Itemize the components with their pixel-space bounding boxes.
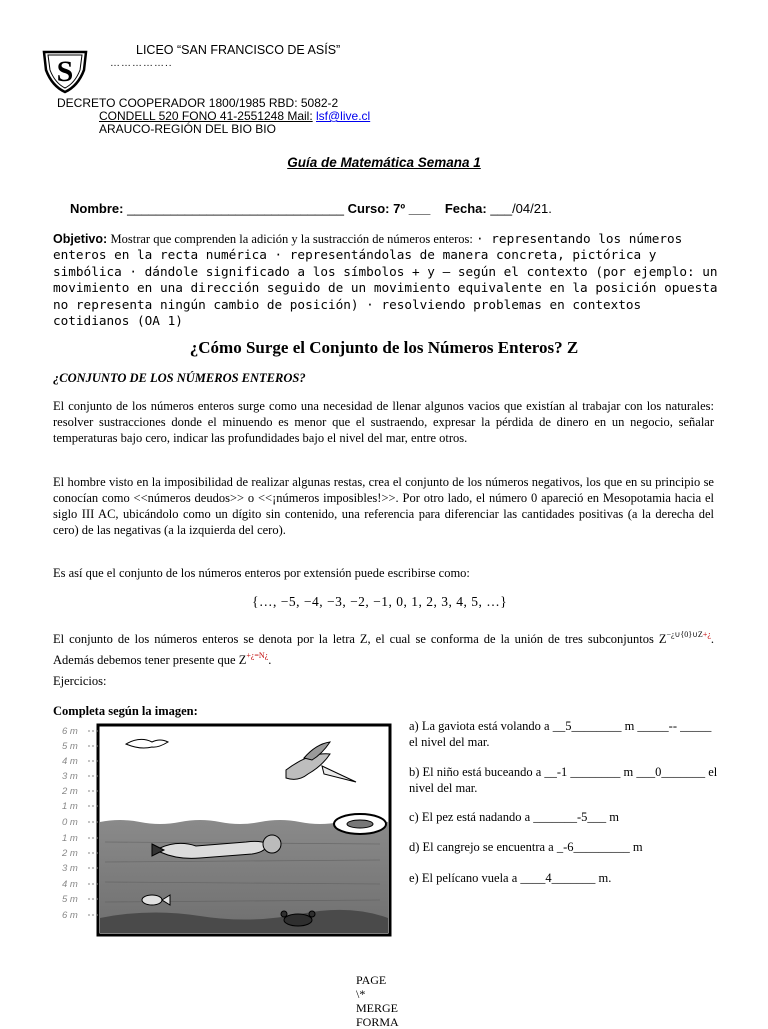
school-name: LICEO “SAN FRANCISCO DE ASÍS” [136,43,341,57]
paragraph-1: El conjunto de los números enteros surge como una necesidad de llenar algunos vacios que existían al trabajar con los naturales: resolver sustracciones donde el minuendo es menor que el sustraendo, expresar la pérdida de dinero en un negocio, señalar temperaturas bajo cero, indicar las profundidades bajo el nivel del mar, entre otros. [53,399,714,445]
svg-text:S: S [56,55,74,88]
exercises-label: Ejercicios: [53,674,107,688]
paragraph-3: Es así que el conjunto de los números enteros por extensión puede escribirse como: [53,566,470,580]
name-label: Nombre: [70,201,124,216]
scale-label: 1 m [62,801,78,812]
p4-end: . [268,652,272,667]
objective-label: Objetivo: [53,232,108,246]
paragraph-4 [53,627,714,669]
question-c: c) El pez está nadando a _______-5___ m [409,810,620,824]
footer-line: MERGE [356,1001,398,1015]
complete-label: Completa según la imagen: [53,704,198,718]
scale-label: 2 m [62,848,78,859]
guide-title: Guía de Matemática Semana 1 [287,155,481,170]
section-title: ¿Cómo Surge el Conjunto de los Números Enteros? Z [189,338,579,357]
objective-paragraph [53,231,719,329]
scale-label: 5 m [62,741,78,752]
address-text: CONDELL 520 FONO 41-2551248 Mail: [99,109,313,123]
p4-text-a: El conjunto de los números enteros se denota por la letra Z, el cual se conforma de la unión de tres subconjuntos Z [53,632,667,646]
footer-line: FORMA [356,1015,399,1029]
paragraph-2: El hombre visto en la imposibilidad de realizar algunas restas, crea el conjunto de los números negativos, los que en su principio se conocían como <<números deudos>> o <<¡números imposibles!>>. Por otro lado, el número 0 apareció en Mesopotamia hacia el siglo III AC, ubicándolo como un dígito sin contenido, una referencia para diferenciar las cantidades positivas (a la derecha del cero) de las negativas (a la izquierda del cero). [53,475,714,537]
page-footer-field [356,973,399,1029]
scale-label: 5 m [62,894,78,905]
footer-line: PAGE [356,973,387,987]
scale-label: 2 m [62,786,78,797]
objective-text-mono: · representando los números enteros en la recta numérica · representándolas de manera concreta, pictórica y simbólica · dándole significado a los símbolos + y – según el contexto (por ejemplo: un movimiento en una dirección seguido de un movimiento equivalente en la posición opuesta no representa ningún cambio de posición) · resolviendo problemas en contextos cotidianos (OA 1) [53,231,718,329]
p4-text-b: . Además debemos tener presente que Z [53,632,714,667]
life-buoy-icon [334,814,386,834]
student-info-row [70,201,552,216]
section-subtitle: ¿CONJUNTO DE LOS NÚMEROS ENTEROS? [53,371,306,385]
sea-level-illustration [60,722,394,938]
date-label: Fecha: [444,201,487,216]
scale-label: 6 m [62,726,78,737]
address-line [99,109,370,123]
course-label[interactable]: Curso: 7º ___ [347,201,431,216]
objective-text-serif: Mostrar que comprenden la adición y la sustracción de números enteros: [110,232,477,246]
p4-sup-1b: +¿ [702,630,711,639]
scale-label: 4 m [62,879,78,890]
decree-line: DECRETO COOPERADOR 1800/1985 RBD: 5082-2 [57,96,339,110]
name-blank[interactable]: ______________________________ [127,201,344,216]
footer-line: \* [356,987,366,1001]
scale-label: 4 m [62,756,78,767]
school-logo-icon [38,44,92,94]
school-dots: …………….. [110,58,173,69]
question-a: a) La gaviota está volando a __5________ m _____-- _____ el nivel del mar. [409,719,712,749]
date-value[interactable]: ___/04/21. [490,201,552,216]
p4-sup-2: +¿=N¿ [246,650,269,660]
integer-set-formula: {…, −5, −4, −3, −2, −1, 0, 1, 2, 3, 4, 5, …} [252,594,508,609]
scale-label: 3 m [62,771,78,782]
scale-label: 6 m [62,910,78,921]
scale-label: 3 m [62,863,78,874]
p4-sup-1: −¿∪{0}∪Z [666,630,703,639]
question-b: b) El niño está buceando a __-1 ________ m ___0_______ el nivel del mar. [409,765,718,795]
question-e: e) El pelícano vuela a ____4_______ m. [409,871,612,885]
region-line: ARAUCO-REGIÓN DEL BIO BIO [99,122,276,136]
scale-label: 1 m [62,833,78,844]
scale-label: 0 m [62,817,78,828]
question-d: d) El cangrejo se encuentra a _-6_________ m [409,840,643,854]
email-link[interactable]: lsf@live.cl [316,109,371,123]
